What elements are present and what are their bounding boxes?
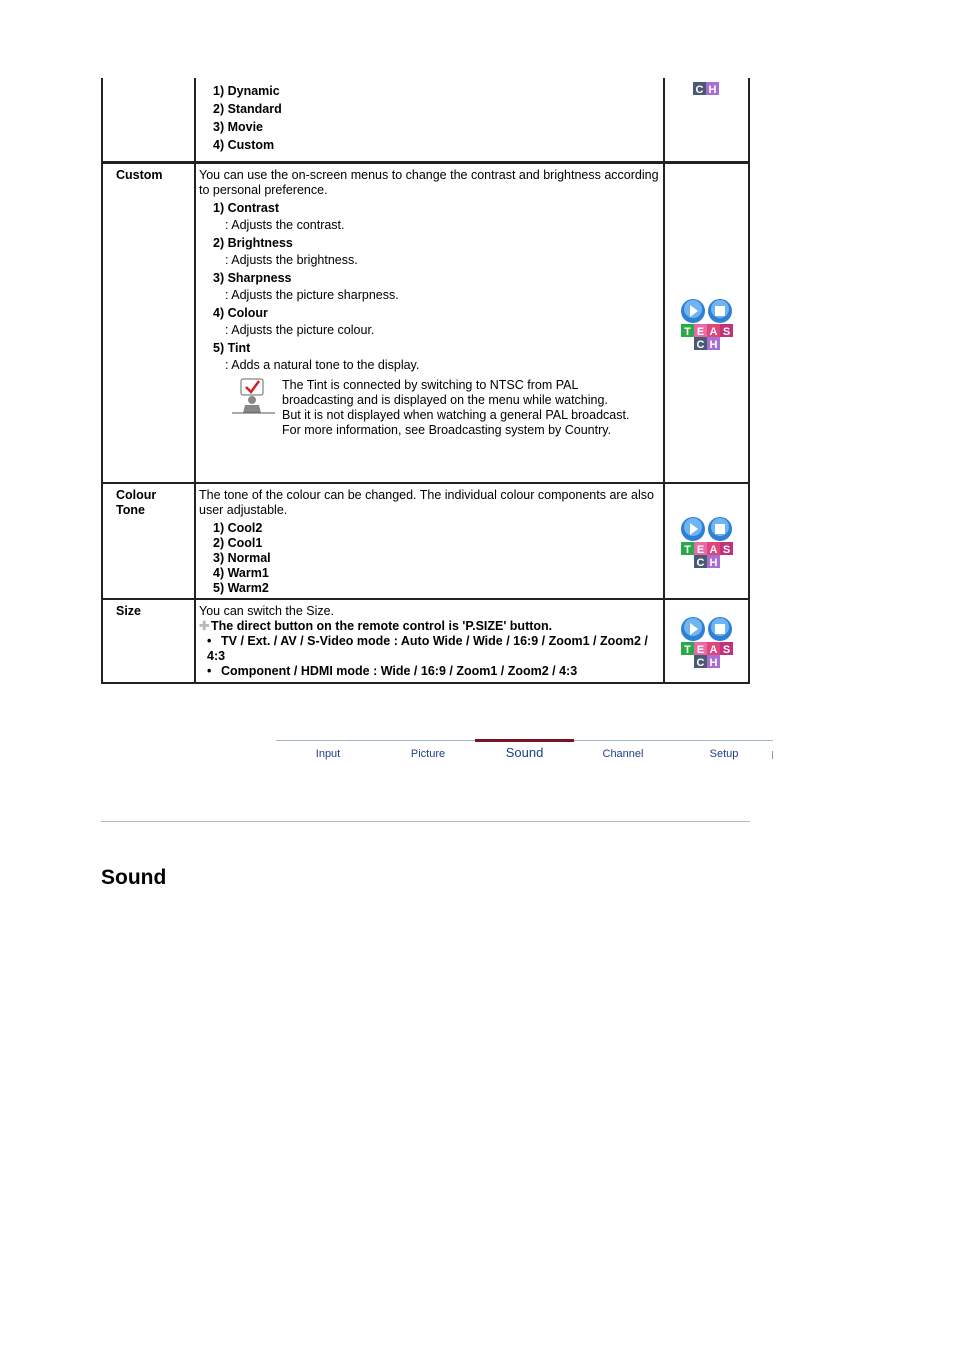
row-label-custom: Custom: [116, 168, 163, 182]
list-item: 2) Brightness: [213, 236, 293, 250]
svg-text:A: A: [709, 326, 718, 338]
list-item: 1) Contrast: [213, 201, 279, 215]
table-row: [101, 484, 750, 600]
list-item: 5) Tint: [213, 341, 251, 355]
svg-text:C: C: [695, 84, 704, 96]
item-description: : Adjusts the contrast.: [225, 218, 345, 232]
svg-text:C: C: [696, 339, 705, 350]
item-description: : Adds a natural tone to the display.: [225, 358, 420, 372]
custom-description: [199, 168, 659, 470]
svg-text:H: H: [708, 84, 717, 96]
table-row: [101, 162, 750, 484]
list-item: 3) Sharpness: [213, 271, 292, 285]
list-item: • Component / HDMI mode : Wide / 16:9 / Zoom1 / Zoom2 / 4:3: [207, 664, 578, 678]
list-item: 3) Movie: [213, 120, 264, 134]
tab-channel[interactable]: Channel: [602, 748, 644, 760]
note-icon: [232, 378, 276, 416]
svg-text:C: C: [696, 657, 705, 668]
svg-text:E: E: [696, 644, 705, 656]
divider: [101, 821, 750, 822]
svg-text:S: S: [722, 644, 731, 656]
svg-text:C: C: [696, 557, 705, 568]
note-line: But it is not displayed when watching a general PAL broadcast.: [282, 408, 630, 422]
tab-input[interactable]: Input: [315, 748, 341, 760]
ch-icon: [666, 82, 748, 96]
colour-tone-intro: The tone of the colour can be changed. The individual colour components are also user adjustable.: [199, 488, 654, 517]
colour-tone-description: [199, 488, 659, 596]
svg-text:E: E: [696, 326, 705, 338]
section-nav: [276, 740, 773, 765]
tab-setup[interactable]: Setup: [709, 748, 739, 760]
note-line: The Tint is connected by switching to NTSC from PAL broadcasting and is displayed on the menu while watching.: [282, 378, 608, 407]
svg-text:T: T: [684, 326, 691, 338]
svg-text:T: T: [684, 544, 691, 556]
svg-text:H: H: [709, 339, 718, 350]
teas-ch-icon: [666, 516, 748, 568]
svg-text:E: E: [696, 544, 705, 556]
svg-text:A: A: [709, 644, 718, 656]
svg-text:S: S: [722, 326, 731, 338]
svg-text:H: H: [709, 657, 718, 668]
svg-text:S: S: [722, 544, 731, 556]
list-item: 4) Colour: [213, 306, 268, 320]
row-label-colour-tone: Colour Tone: [116, 488, 157, 517]
size-intro: You can switch the Size.: [199, 604, 335, 618]
table-row: [101, 78, 750, 163]
row-label-size: Size: [116, 604, 142, 618]
item-description: : Adjusts the brightness.: [225, 253, 358, 267]
note-box: [232, 378, 659, 470]
list-item: 5) Warm2: [213, 581, 269, 595]
plus-icon: ✚: [199, 619, 210, 633]
section-title: Sound: [101, 866, 167, 889]
custom-intro: You can use the on-screen menus to change the contrast and brightness according to personal preference.: [199, 168, 659, 197]
list-item: 3) Normal: [213, 551, 271, 565]
svg-text:T: T: [684, 644, 691, 656]
note-line: For more information, see Broadcasting system by Country.: [282, 423, 612, 437]
direct-button-note: ✚ The direct button on the remote control is 'P.SIZE' button.: [199, 619, 553, 633]
list-item: 2) Cool1: [213, 536, 263, 550]
item-description: : Adjusts the picture sharpness.: [225, 288, 399, 302]
list-item: 1) Cool2: [213, 521, 263, 535]
svg-text:H: H: [709, 557, 718, 568]
teas-ch-icon: [666, 616, 748, 668]
list-item: 2) Standard: [213, 102, 282, 116]
list-item: • TV / Ext. / AV / S-Video mode : Auto Wide / Wide / 16:9 / Zoom1 / Zoom2 / 4:3: [207, 634, 648, 663]
list-item: 4) Warm1: [213, 566, 269, 580]
mode-list: [199, 84, 659, 153]
tab-sound[interactable]: Sound: [475, 739, 574, 764]
list-item: 4) Custom: [213, 138, 275, 152]
svg-text:A: A: [709, 544, 718, 556]
item-description: : Adjusts the picture colour.: [225, 323, 375, 337]
table-row: [101, 600, 750, 684]
nav-divider: [772, 751, 773, 759]
list-item: 1) Dynamic: [213, 84, 280, 98]
size-description: [199, 604, 659, 679]
tab-picture[interactable]: Picture: [410, 748, 446, 760]
teas-ch-icon: [666, 298, 748, 350]
